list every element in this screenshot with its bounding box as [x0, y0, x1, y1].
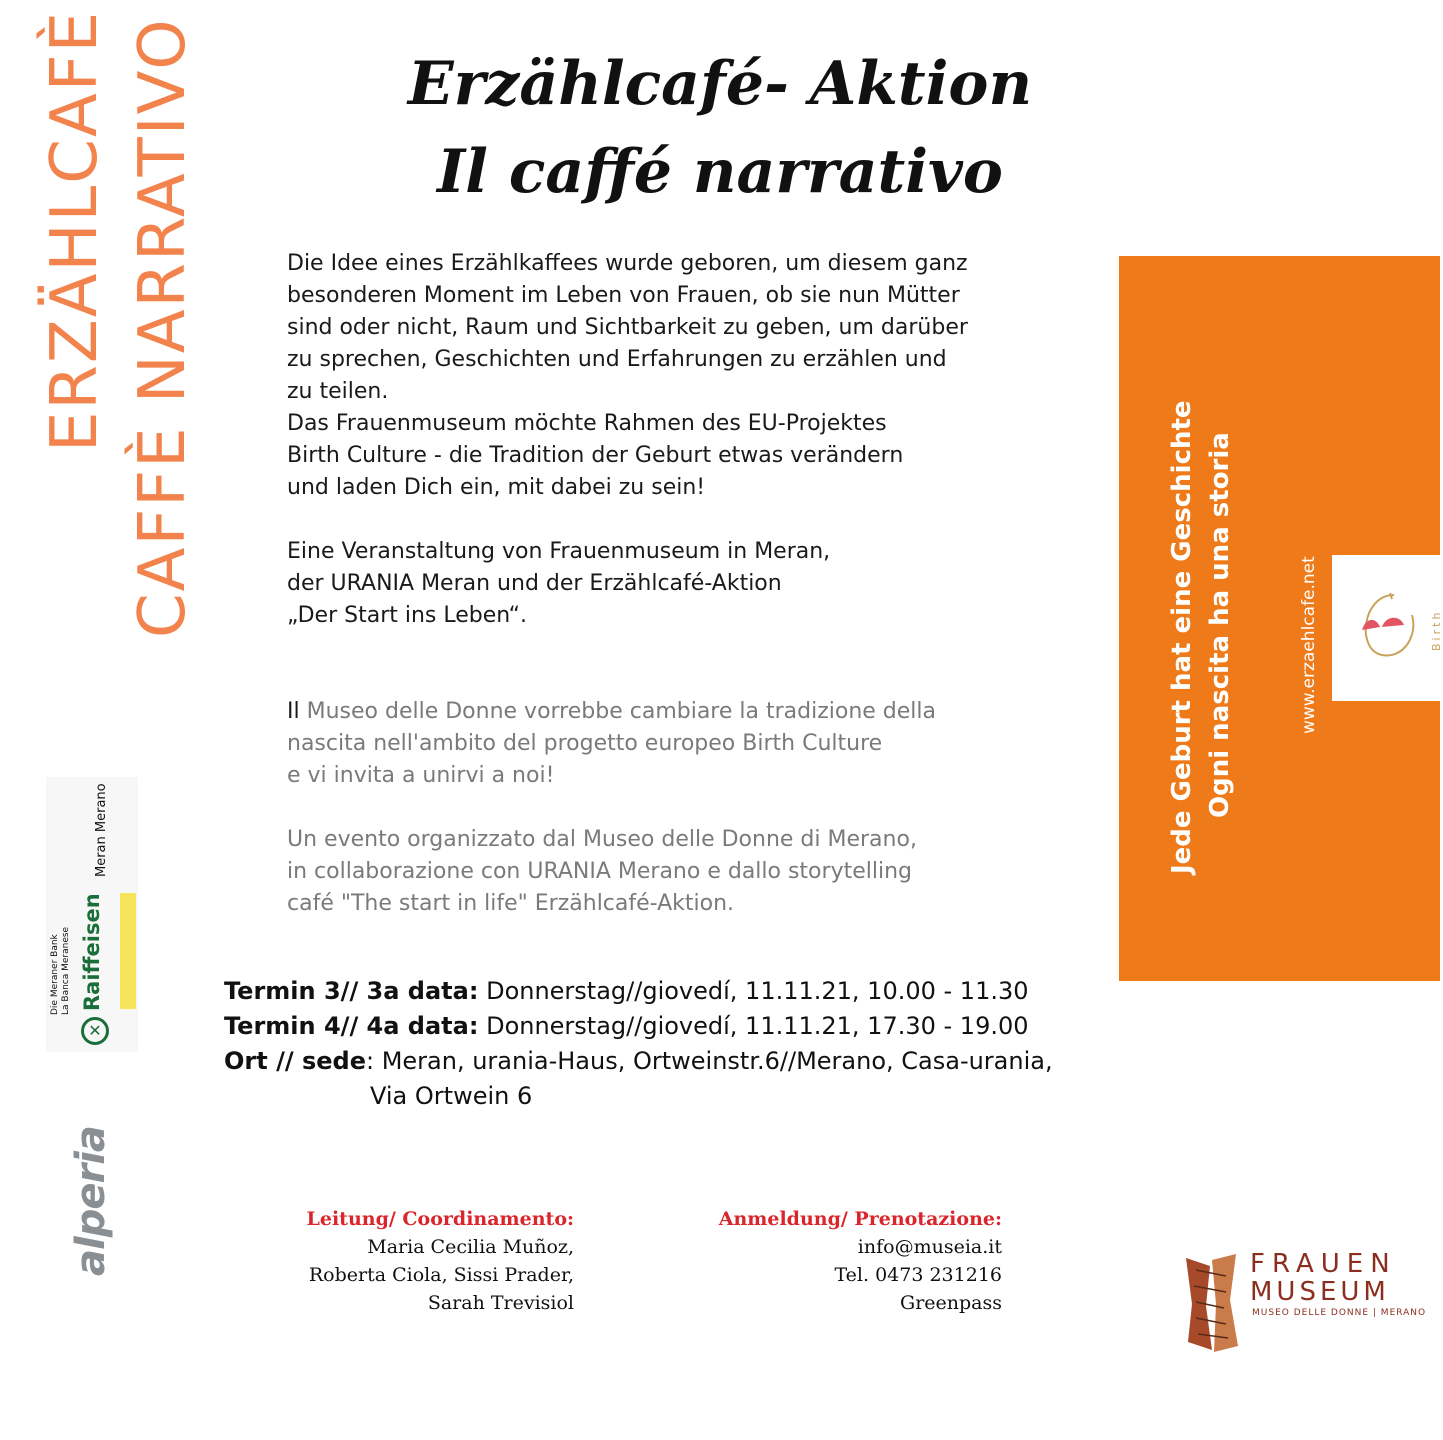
text-line: in collaborazione con URANIA Merano e dallo storytelling — [287, 859, 912, 884]
text-line: Un evento organizzato dal Museo delle Donne di Merano, — [287, 827, 917, 852]
museum-sub: MUSEO DELLE DONNE | MERANO — [1252, 1308, 1427, 1318]
alperia-logo: alperia — [68, 1126, 114, 1276]
termin-3-label: Termin 3// 3a data: — [224, 977, 479, 1005]
termin-4-label: Termin 4// 4a data: — [224, 1012, 479, 1040]
text-line: nascita nell'ambito del progetto europeo Birth Culture — [287, 731, 883, 756]
text-line: Eine Veranstaltung von Frauenmuseum in Meran, — [287, 539, 831, 564]
tagline-de: Jede Geburt hat eine Geschichte — [1167, 400, 1197, 874]
text-line: café "The start in life" Erzählcafé-Aktion. — [287, 891, 735, 916]
text-line: zu teilen. — [287, 379, 389, 404]
registration-note: Greenpass — [900, 1292, 1002, 1314]
birth-logo-word: Birth — [1430, 609, 1443, 651]
registration-heading: Anmeldung/ Prenotazione: — [718, 1208, 1002, 1230]
side-title-line2: CAFFÈ NARRATIVO — [126, 17, 200, 638]
text-line: und laden Dich ein, mit dabei zu sein! — [287, 475, 706, 500]
title-line1: Erzählcafé- Aktion — [407, 49, 1033, 119]
termin-4 — [224, 1009, 1053, 1044]
termin-4-value: Donnerstag//giovedí, 11.11.21, 17.30 - 19.00 — [478, 1012, 1029, 1040]
text-line: Birth Culture - die Tradition der Geburt etwas verändern — [287, 443, 904, 468]
website-link[interactable]: www.erzaehlcafe.net — [1299, 556, 1319, 734]
museum-word1: FRAUEN — [1250, 1249, 1397, 1279]
raiffeisen-yellow-bar — [120, 893, 136, 1009]
german-intro — [287, 248, 1027, 504]
location — [224, 1044, 1053, 1079]
frauen-museum-logo — [1176, 1246, 1427, 1358]
first-word: Il — [287, 699, 300, 724]
orange-panel — [1119, 256, 1443, 981]
raiffeisen-line2: La Banca Meranese — [61, 926, 71, 1015]
text-line: Die Idee eines Erzählkaffees wurde geboren, um diesem ganz — [287, 251, 968, 276]
raiffeisen-gable-icon: ✕ — [81, 1017, 109, 1045]
location-line2: Via Ortwein 6 — [370, 1082, 533, 1110]
raiffeisen-line1: Die Meraner Bank — [50, 934, 60, 1015]
phone-number: Tel. 0473 231216 — [834, 1264, 1002, 1286]
coordination-heading: Leitung/ Coordinamento: — [306, 1208, 574, 1230]
side-title-line1: ERZÄHLCAFÈ — [38, 9, 112, 452]
text-line: Das Frauenmuseum möchte Rahmen des EU-Projektes — [287, 411, 887, 436]
line-rest: Museo delle Donne vorrebbe cambiare la tradizione della — [299, 699, 937, 724]
event-details — [224, 974, 1053, 1114]
raiffeisen-logo — [46, 777, 138, 1052]
text-line: sind oder nicht, Raum und Sichtbarkeit zu geben, um darüber — [287, 315, 968, 340]
italian-intro — [287, 696, 1027, 792]
raiffeisen-name: Raiffeisen — [80, 893, 104, 1011]
location-value: : Meran, urania-Haus, Ortweinstr.6//Merano, Casa-urania, — [365, 1047, 1053, 1075]
title-line2: Il caffé narrativo — [437, 137, 1003, 207]
italian-organizer — [287, 824, 1027, 920]
page-title — [320, 40, 1120, 216]
text-line — [287, 696, 1027, 728]
text-line: zu sprechen, Geschichten und Erfahrungen zu erzählen und — [287, 347, 947, 372]
registration-block — [719, 1205, 1002, 1317]
museum-word2: MUSEUM — [1250, 1277, 1390, 1307]
raiffeisen-city: Meran Merano — [94, 783, 109, 877]
corset-icon — [1176, 1246, 1250, 1358]
german-organizer — [287, 536, 1027, 632]
coordinator-line: Roberta Ciola, Sissi Prader, — [308, 1264, 574, 1286]
text-line: besonderen Moment im Leben von Frauen, ob sie nun Mütter — [287, 283, 960, 308]
birth-culture-logo — [1332, 555, 1443, 701]
side-title — [30, 9, 200, 640]
text-line: der URANIA Meran und der Erzählcafé-Aktion — [287, 571, 782, 596]
location-label: Ort // sede — [224, 1047, 366, 1075]
text-line: „Der Start ins Leben“. — [287, 603, 528, 628]
coordination-block — [307, 1205, 574, 1317]
text-line: e vi invita a unirvi a noi! — [287, 763, 555, 788]
coordinator-line: Maria Cecilia Muñoz, — [367, 1236, 574, 1258]
email-link[interactable]: info@museia.it — [857, 1236, 1002, 1258]
termin-3 — [224, 974, 1053, 1009]
birth-logo-icon — [1332, 555, 1440, 701]
coordinator-line: Sarah Trevisiol — [427, 1292, 574, 1314]
tagline-it: Ogni nascita ha una storia — [1205, 432, 1235, 818]
termin-3-value: Donnerstag//giovedí, 11.11.21, 10.00 - 11.30 — [478, 977, 1029, 1005]
